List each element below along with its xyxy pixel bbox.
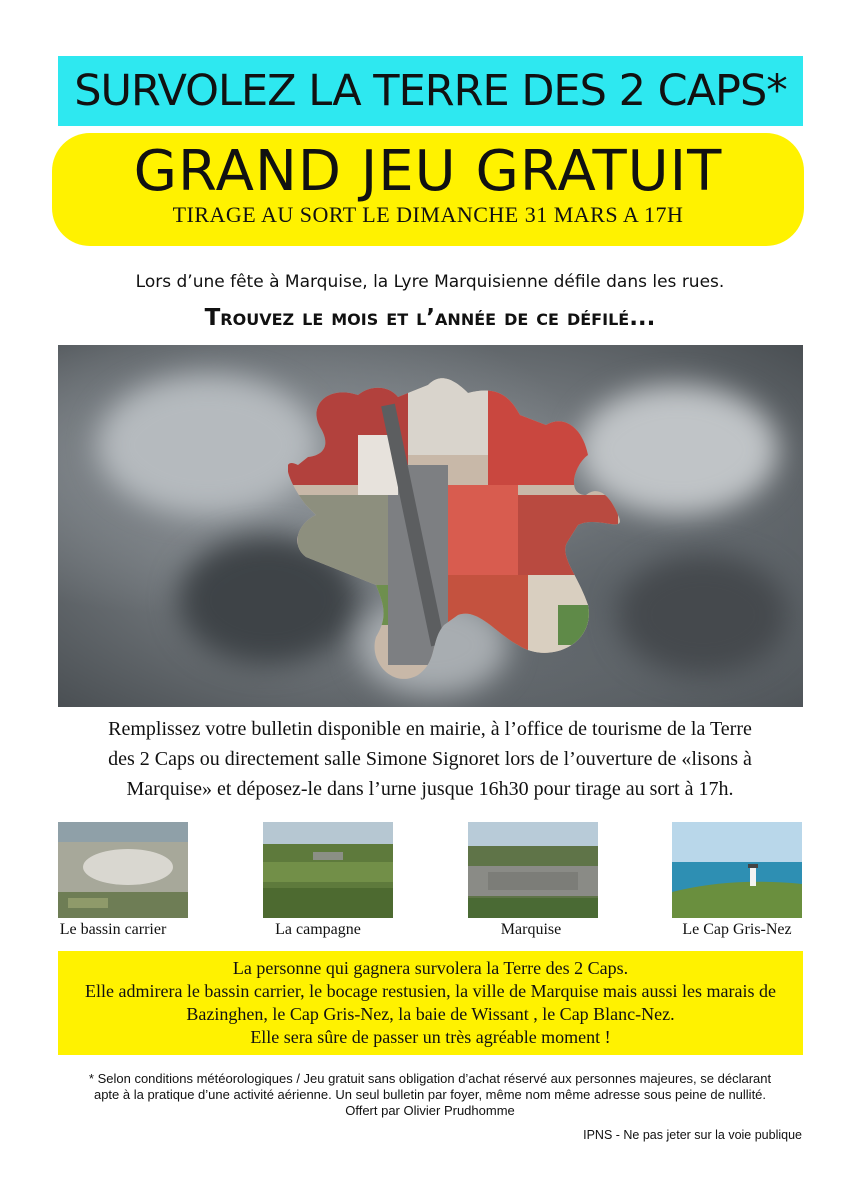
headline: SURVOLEZ LA TERRE DES 2 CAPS* (74, 66, 787, 116)
puzzle-photo (58, 345, 803, 707)
marquise-caption: Marquise (500, 921, 562, 938)
footnote-line: * Selon conditions météorologiques / Jeu gratuit sans obligation d’achat réservé aux personnes majeures, se déclarant (88, 1071, 772, 1086)
quarry-caption: Le bassin carrier (59, 921, 167, 938)
ipns-notice: IPNS - Ne pas jeter sur la voie publique (583, 1128, 802, 1142)
countryside-photo (263, 822, 393, 918)
footnote (40, 1071, 820, 1119)
countryside-caption: La campagne (275, 921, 361, 938)
instructions (80, 714, 780, 804)
prize-line: La personne qui gagnera survolera la Terre des 2 Caps. (232, 958, 629, 978)
headline-banner (58, 56, 803, 126)
cap-gris-nez-caption: Le Cap Gris-Nez (682, 921, 792, 938)
instructions-line: des 2 Caps ou directement salle Simone Signoret lors de l’ouverture de «lisons à (108, 748, 752, 770)
cap-gris-nez-photo (672, 822, 802, 918)
quarry-photo (58, 822, 188, 918)
puzzle-piece-image (58, 345, 803, 707)
prize-line: Bazinghen, le Cap Gris-Nez, la baie de Wissant , le Cap Blanc-Nez. (186, 1004, 675, 1024)
instructions-line: Remplissez votre bulletin disponible en mairie, à l’office de tourisme de la Terre (108, 718, 752, 740)
prize-line: Elle sera sûre de passer un très agréable moment ! (250, 1027, 611, 1047)
footnote-line: apte à la pratique d’une activité aérienne. Un seul bulletin par foyer, même nom même adresse sous peine de nullité. (93, 1087, 767, 1102)
prize-description (58, 951, 803, 1055)
title-banner (52, 133, 804, 246)
title: GRAND JEU GRATUIT (133, 139, 723, 204)
intro-sentence: Lors d’une fête à Marquise, la Lyre Marquisienne défile dans les rues. (135, 272, 725, 292)
question: Trouvez le mois et l’année de ce défilé... (204, 305, 656, 331)
instructions-line: Marquise» et déposez-le dans l’urne jusque 16h30 pour tirage au sort à 17h. (126, 778, 734, 800)
prize-line: Elle admirera le bassin carrier, le bocage restusien, la ville de Marquise mais aussi les marais de (84, 981, 777, 1001)
draw-date: TIRAGE AU SORT LE DIMANCHE 31 MARS A 17H (172, 202, 684, 227)
offered-by: Offert par Olivier Prudhomme (345, 1103, 515, 1118)
marquise-photo (468, 822, 598, 918)
